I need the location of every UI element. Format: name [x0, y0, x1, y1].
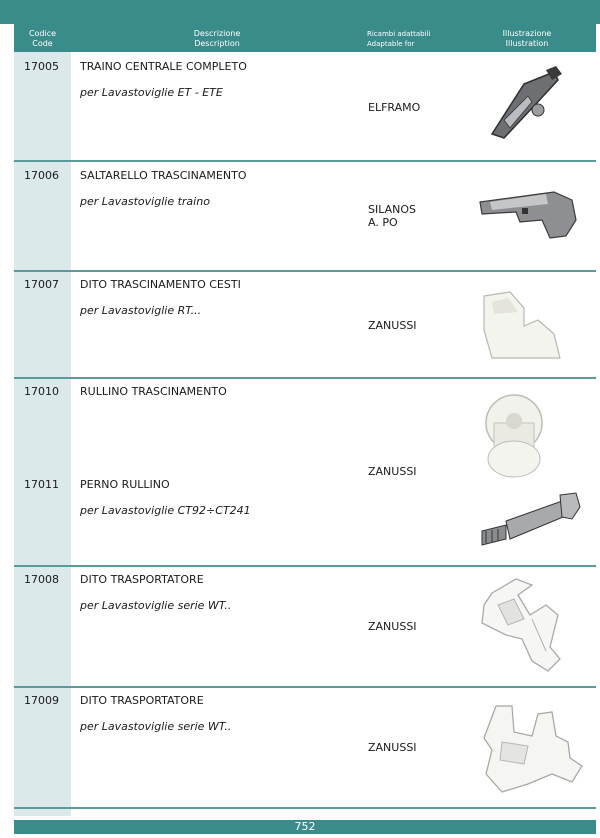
row-divider — [14, 807, 596, 809]
table-row — [14, 567, 596, 688]
adaptable-brand: ZANUSSI — [368, 465, 417, 478]
product-subtitle: per Lavastoviglie serie WT.. — [80, 599, 232, 612]
adaptable-brand: ZANUSSI — [368, 319, 417, 332]
product-code: 17011 — [24, 478, 59, 491]
product-title: DITO TRASPORTATORE — [80, 694, 204, 707]
dito-trasportatore-image — [472, 575, 572, 679]
product-title: TRAINO CENTRALE COMPLETO — [80, 60, 247, 73]
product-subtitle: per Lavastoviglie CT92÷CT241 — [80, 504, 251, 517]
product-title: SALTARELLO TRASCINAMENTO — [80, 169, 247, 182]
traino-centrale-image — [484, 66, 574, 146]
table-row — [14, 272, 596, 379]
table-header — [14, 24, 596, 52]
top-bar — [0, 0, 600, 24]
product-code: 17006 — [24, 169, 59, 182]
product-code: 17008 — [24, 573, 59, 586]
header-description: Descrizione Description — [193, 29, 241, 48]
perno-rullino-image — [476, 491, 586, 547]
product-subtitle: per Lavastoviglie RT... — [80, 304, 202, 317]
adaptable-brand: ZANUSSI — [368, 620, 417, 633]
header-illustration: Illustrazione Illustration — [502, 29, 552, 48]
product-title: PERNO RULLINO — [80, 478, 170, 491]
adaptable-brand: ZANUSSI — [368, 741, 417, 754]
table-row — [14, 52, 596, 162]
saltarello-image — [476, 180, 586, 250]
table-row — [14, 162, 596, 272]
product-subtitle: per Lavastoviglie ET - ETE — [80, 86, 223, 99]
product-code: 17009 — [24, 694, 59, 707]
adaptable-brand: ELFRAMO — [368, 101, 421, 114]
product-code: 17010 — [24, 385, 59, 398]
adaptable-brand: SILANOS A. PO — [368, 203, 417, 229]
rullino-image — [482, 393, 546, 481]
product-subtitle: per Lavastoviglie traino — [80, 195, 210, 208]
table-row — [14, 379, 596, 567]
product-subtitle: per Lavastoviglie serie WT.. — [80, 720, 232, 733]
table-row — [14, 688, 596, 809]
product-title: DITO TRASCINAMENTO CESTI — [80, 278, 241, 291]
product-code: 17005 — [24, 60, 59, 73]
header-adaptable: Ricambi adattabili Adaptable for — [367, 30, 431, 48]
dito-trascinamento-image — [480, 286, 580, 366]
page-number: 752 — [14, 820, 596, 834]
product-code: 17007 — [24, 278, 59, 291]
header-code: Codice Code — [28, 29, 57, 48]
product-title: RULLINO TRASCINAMENTO — [80, 385, 227, 398]
product-title: DITO TRASPORTATORE — [80, 573, 204, 586]
dito-trasportatore-2-image — [472, 702, 584, 798]
